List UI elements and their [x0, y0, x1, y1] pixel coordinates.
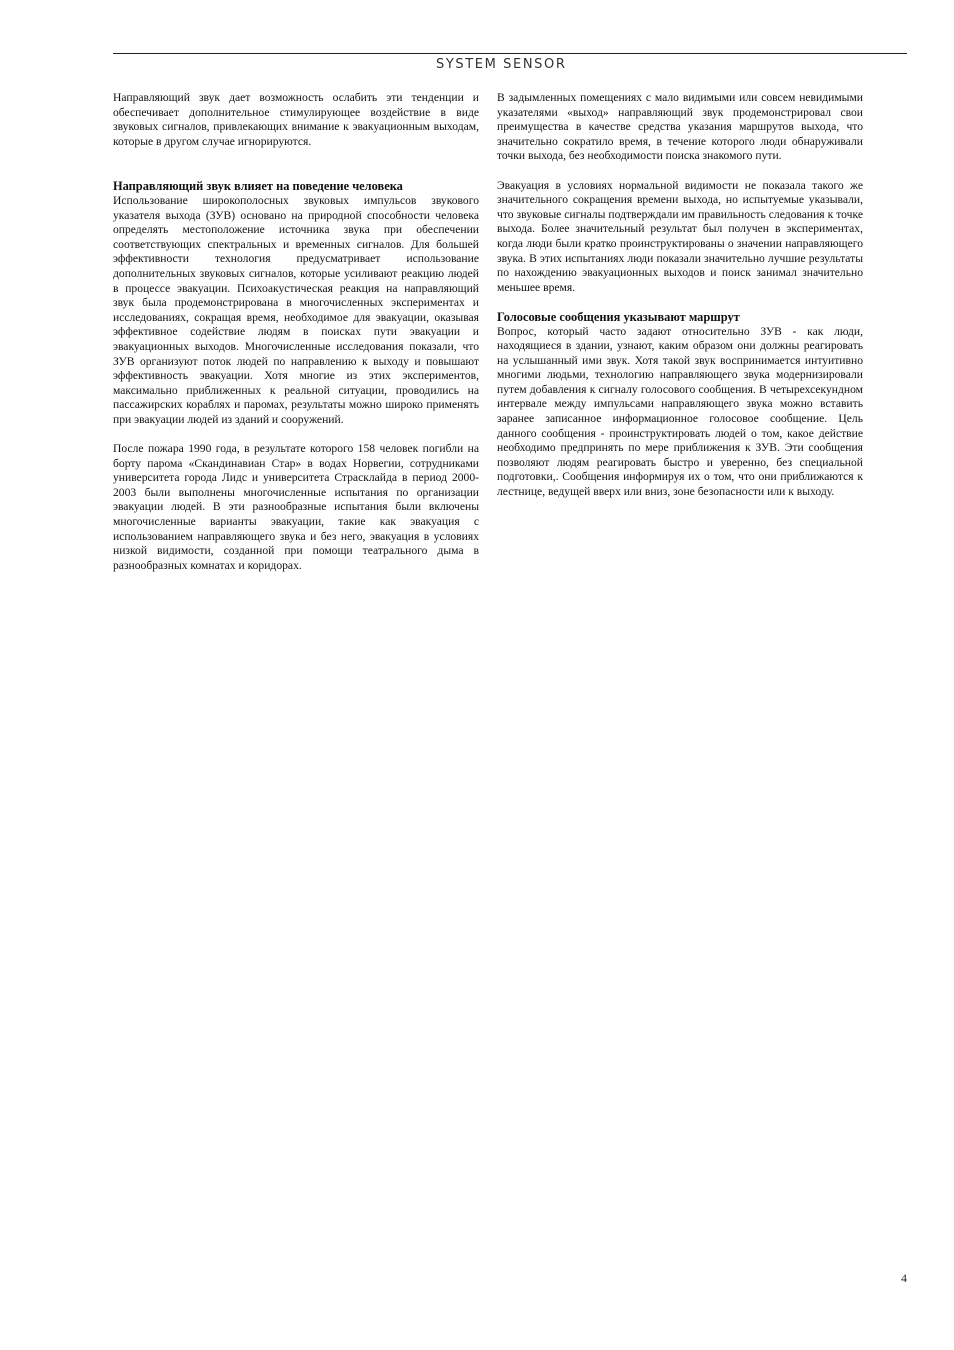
body-paragraph: После пожара 1990 года, в результате которого 158 человек погибли на борту парома «Скандинавиан Стар» в водах Норвегии, сотрудниками университета города Лидс и университета Страсклайда в период 2000-2003 были выполнены многочисленные испытания по организации эвакуации людей. В эти разнообразные испытания были включены многочисленные варианты эвакуации, такие как эвакуация с использованием направляющего звука и без него, эвакуация в условиях низкой видимости, созданной при помощи театрального дыма в разнообразных комнатах и коридорах. — [113, 442, 479, 572]
spacer — [113, 427, 479, 442]
section-heading-directional-sound: Направляющий звук влияет на поведение человека — [113, 179, 403, 194]
header-rule — [113, 53, 907, 54]
intro-paragraph: Направляющий звук дает возможность ослабить эти тенденции и обеспечивает дополнительное стимулирующее воздействие в виде звуковых сигналов, привлекающих внимание к эвакуационным выходам, которые в другом случае игнорируются. — [113, 91, 479, 148]
spacer — [113, 149, 479, 179]
right-column — [497, 91, 863, 500]
section-heading-voice-messages: Голосовые сообщения указывают маршрут — [497, 309, 740, 324]
body-paragraph: Эвакуация в условиях нормальной видимости не показала такого же значительного сокращения времени выхода, но испытуемые указывали, что звуковые сигналы подтверждали им правильность следования к точке выхода. Более значительный результат был получен в экспериментах, когда люди были кратко проинструктированы о значении направляющего звука. В этих испытаниях люди показали значительно лучшие результаты по нахождению эвакуационных выходов и поиск занимал значительно меньшее время. — [497, 178, 863, 294]
page-number: 4 — [901, 1271, 907, 1285]
body-paragraph: В задымленных помещениях с мало видимыми или совсем невидимыми указателями «выход» направляющий звук продемонстрировал свои преимущества в качестве средства указания маршрутов выхода, что значительно сократило время, в течение которого люди обнаруживали точки выхода, без необходимости поиска знакомого пути. — [497, 91, 863, 163]
brand-header: SYSTEM SENSOR — [436, 57, 567, 72]
spacer — [497, 164, 863, 179]
spacer — [497, 295, 863, 310]
body-paragraph: Вопрос, который часто задают относительно ЗУВ - как люди, находящиеся в здании, узнают, каким образом они должны реагировать на услышанный ими звук. Хотя такой звук воспринимается интуитивно многими людьми, технологию направляющего звука модернизировали путем добавления к сигналу голосового сообщения. В четырехсекундном интервале между импульсами направляющего звука можно вставить заранее записанное информационное голосовое сообщение. Цель данного сообщения - проинструктировать людей о том, какое действие необходимо предпринять по мере приближения к ЗУВ. Эти сообщения позволяют людям реагировать быстро и уверенно, без специальной подготовки,. Сообщения информируя их о том, что они приближаются к лестнице, ведущей вверх или вниз, зоне безопасности или к выходу. — [497, 324, 863, 499]
body-paragraph: Использование широкополосных звуковых импульсов звукового указателя выхода (ЗУВ) основано на природной способности человека определять местоположение источника звука при обеспечении соответствующих спектральных и временных сигналов. Для большей эффективности технология предусматривает использование дополнительных звуковых сигналов, которые усиливают реакцию людей в процессе эвакуации. Психоакустическая реакция на направляющий звук была продемонстрирована в многочисленных экспериментах и исследованиях, сокращая время, необходимое для эвакуации, оказывая эффективное содействие людям в поисках пути эвакуации и эвакуационных выходов. Многочисленные исследования показали, что ЗУВ организуют поток людей по направлению к выходу и повышают эффективность эвакуации. Хотя многие из этих экспериментов, максимально приближенных к реальной ситуации, проводились на пассажирских кораблях и паромах, результаты можно широко применять при эвакуации людей из зданий и сооружений. — [113, 193, 479, 426]
left-column — [113, 91, 479, 573]
